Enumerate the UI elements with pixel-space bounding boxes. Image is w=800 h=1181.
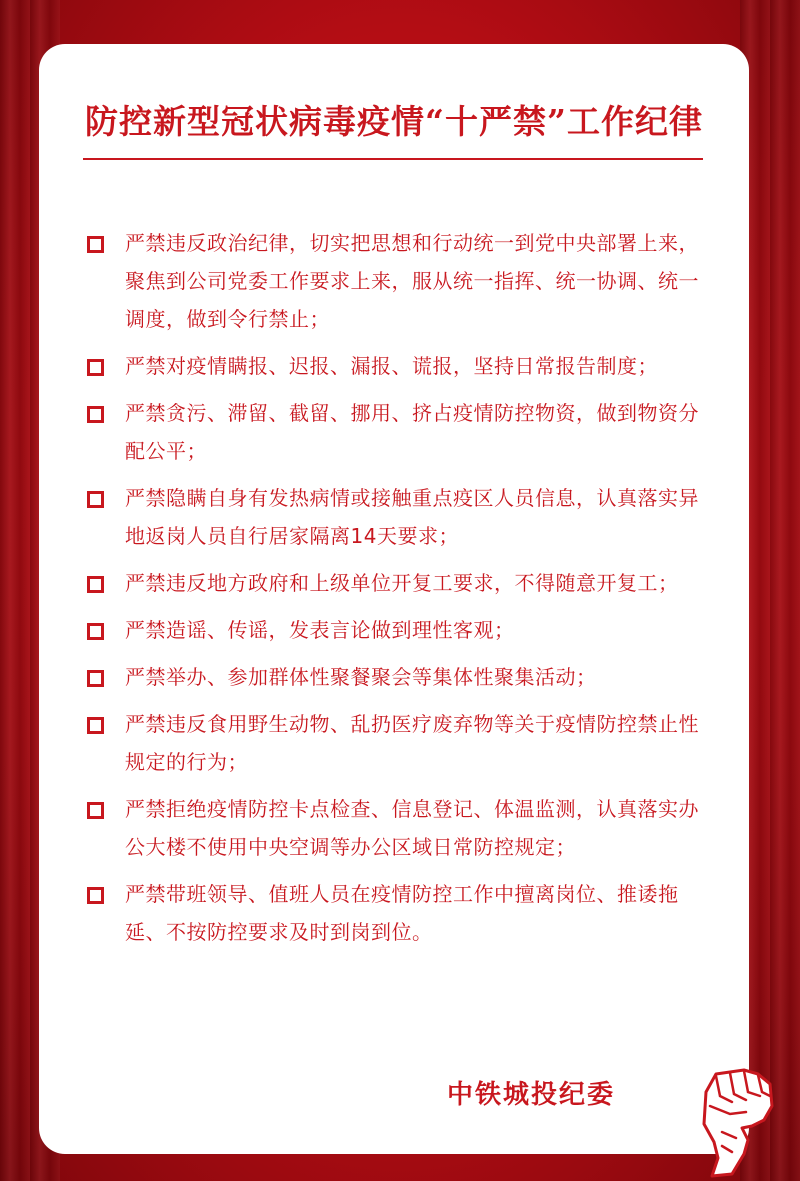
raised-fist-icon — [692, 1062, 782, 1178]
list-item — [83, 658, 703, 696]
checkbox-square-icon — [87, 576, 104, 593]
checkbox-square-icon — [87, 491, 104, 508]
rules-list — [83, 224, 703, 960]
checkbox-square-icon — [87, 359, 104, 376]
notice-card — [39, 44, 749, 1154]
list-item-text: 严禁造谣、传谣，发表言论做到理性客观； — [125, 618, 515, 642]
checkbox-square-icon — [87, 236, 104, 253]
list-item — [83, 790, 703, 866]
checkbox-square-icon — [87, 717, 104, 734]
list-item — [83, 224, 703, 338]
list-item — [83, 705, 703, 781]
list-item-text: 严禁贪污、滞留、截留、挪用、挤占疫情防控物资，做到物资分配公平； — [125, 401, 699, 463]
checkbox-square-icon — [87, 406, 104, 423]
list-item — [83, 875, 703, 951]
list-item — [83, 394, 703, 470]
checkbox-square-icon — [87, 670, 104, 687]
page-title: 防控新型冠状病毒疫情“十严禁”工作纪律 — [85, 102, 703, 141]
list-item-text: 严禁对疫情瞒报、迟报、漏报、谎报，坚持日常报告制度； — [125, 354, 658, 378]
signature: 中铁城投纪委 — [447, 1080, 616, 1110]
list-item — [83, 347, 703, 385]
title-divider — [83, 158, 703, 160]
list-item-text: 严禁拒绝疫情防控卡点检查、信息登记、体温监测，认真落实办公大楼不使用中央空调等办公区域日常防控规定； — [125, 797, 699, 859]
checkbox-square-icon — [87, 623, 104, 640]
checkbox-square-icon — [87, 887, 104, 904]
list-item — [83, 564, 703, 602]
list-item-text: 严禁违反地方政府和上级单位开复工要求，不得随意开复工； — [125, 571, 679, 595]
list-item-text: 严禁隐瞒自身有发热病情或接触重点疫区人员信息，认真落实异地返岗人员自行居家隔离14天要求； — [125, 486, 699, 548]
list-item-text: 严禁带班领导、值班人员在疫情防控工作中擅离岗位、推诿拖延、不按防控要求及时到岗到位。 — [125, 882, 679, 944]
list-item-text: 严禁举办、参加群体性聚餐聚会等集体性聚集活动； — [125, 665, 597, 689]
list-item — [83, 479, 703, 555]
list-item — [83, 611, 703, 649]
curtain-right — [740, 0, 800, 1181]
checkbox-square-icon — [87, 802, 104, 819]
list-item-text: 严禁违反政治纪律，切实把思想和行动统一到党中央部署上来，聚焦到公司党委工作要求上来，服从统一指挥、统一协调、统一调度，做到令行禁止； — [125, 231, 699, 331]
list-item-text: 严禁违反食用野生动物、乱扔医疗废弃物等关于疫情防控禁止性规定的行为； — [125, 712, 699, 774]
